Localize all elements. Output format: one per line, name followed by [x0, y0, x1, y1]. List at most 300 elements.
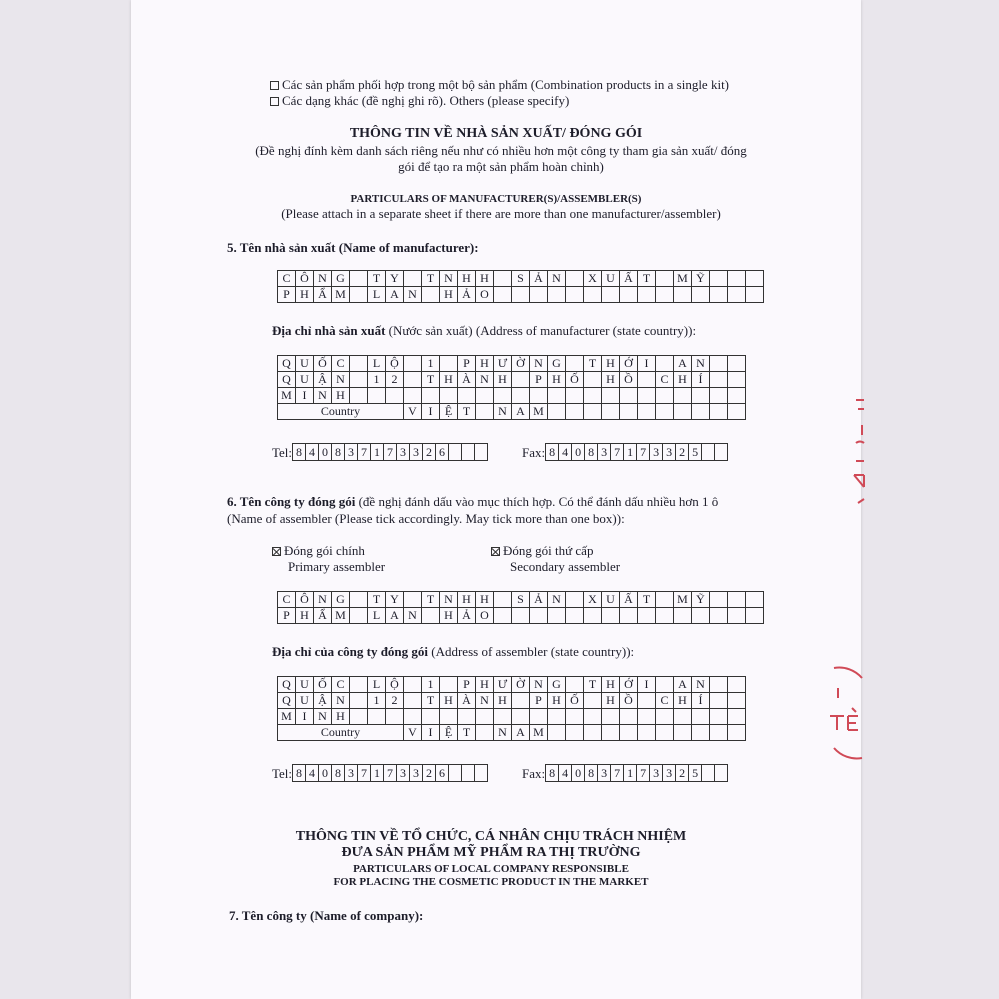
char-box[interactable]: C	[656, 693, 674, 709]
char-box[interactable]: H	[602, 677, 620, 693]
digit-box[interactable]: 7	[611, 765, 624, 781]
char-box[interactable]: T	[584, 677, 602, 693]
char-box[interactable]: U	[602, 271, 620, 287]
char-box[interactable]: Ả	[458, 608, 476, 624]
digit-box[interactable]	[462, 444, 475, 460]
char-box[interactable]: H	[332, 709, 350, 725]
char-box[interactable]: H	[548, 693, 566, 709]
char-box[interactable]: H	[440, 372, 458, 388]
char-box[interactable]: P	[530, 693, 548, 709]
char-box[interactable]: T	[368, 592, 386, 608]
char-box[interactable]: N	[476, 372, 494, 388]
char-box[interactable]	[476, 709, 494, 725]
char-box[interactable]	[728, 287, 746, 303]
char-box[interactable]	[710, 356, 728, 372]
digit-box[interactable]: 3	[397, 765, 410, 781]
char-box[interactable]	[440, 709, 458, 725]
char-box[interactable]: Ậ	[314, 372, 332, 388]
char-box[interactable]	[728, 608, 746, 624]
char-box[interactable]	[350, 608, 368, 624]
char-box[interactable]	[530, 608, 548, 624]
char-box[interactable]	[440, 388, 458, 404]
char-box[interactable]	[566, 677, 584, 693]
char-box[interactable]: S	[512, 271, 530, 287]
char-box[interactable]	[710, 725, 728, 741]
char-box[interactable]: A	[674, 356, 692, 372]
char-box[interactable]	[350, 592, 368, 608]
char-box[interactable]: H	[332, 388, 350, 404]
char-box[interactable]	[710, 404, 728, 420]
char-box[interactable]: H	[458, 271, 476, 287]
char-box[interactable]	[710, 372, 728, 388]
char-box[interactable]	[584, 287, 602, 303]
char-box[interactable]	[638, 388, 656, 404]
char-box[interactable]: H	[494, 693, 512, 709]
char-box[interactable]: Ô	[296, 592, 314, 608]
char-box[interactable]: H	[296, 608, 314, 624]
char-box[interactable]	[458, 709, 476, 725]
digit-box[interactable]: 3	[598, 444, 611, 460]
char-box[interactable]: P	[278, 608, 296, 624]
char-box[interactable]: N	[404, 608, 422, 624]
digit-box[interactable]: 8	[585, 444, 598, 460]
char-box[interactable]	[458, 388, 476, 404]
char-box[interactable]	[674, 388, 692, 404]
char-box[interactable]: N	[530, 356, 548, 372]
char-box[interactable]: U	[296, 372, 314, 388]
char-box[interactable]	[494, 608, 512, 624]
char-box[interactable]	[656, 709, 674, 725]
char-box[interactable]: 1	[368, 693, 386, 709]
char-box[interactable]	[386, 388, 404, 404]
char-box[interactable]	[440, 356, 458, 372]
char-box[interactable]	[674, 404, 692, 420]
char-box[interactable]	[638, 693, 656, 709]
char-box[interactable]	[566, 725, 584, 741]
char-box[interactable]: L	[368, 608, 386, 624]
char-box[interactable]: T	[458, 404, 476, 420]
char-box[interactable]: T	[584, 356, 602, 372]
char-box[interactable]	[422, 287, 440, 303]
char-box[interactable]	[638, 372, 656, 388]
char-box[interactable]: Ấ	[620, 271, 638, 287]
char-box[interactable]	[620, 608, 638, 624]
char-box[interactable]: T	[422, 372, 440, 388]
char-box[interactable]	[404, 693, 422, 709]
char-box[interactable]: P	[458, 677, 476, 693]
char-box[interactable]	[638, 404, 656, 420]
char-box[interactable]	[746, 271, 764, 287]
char-box[interactable]	[728, 709, 746, 725]
char-box[interactable]	[674, 287, 692, 303]
char-box[interactable]	[512, 693, 530, 709]
char-box[interactable]: Ộ	[386, 356, 404, 372]
digit-box[interactable]: 7	[637, 765, 650, 781]
char-box[interactable]: À	[458, 372, 476, 388]
char-box[interactable]: X	[584, 271, 602, 287]
char-box[interactable]: Í	[692, 372, 710, 388]
char-box[interactable]: N	[494, 725, 512, 741]
char-box[interactable]	[746, 608, 764, 624]
char-box[interactable]: V	[404, 404, 422, 420]
char-box[interactable]: N	[332, 372, 350, 388]
char-box[interactable]	[602, 608, 620, 624]
char-box[interactable]: Ư	[494, 677, 512, 693]
digit-box[interactable]: 3	[650, 444, 663, 460]
q5-address-grid[interactable]	[277, 355, 746, 420]
char-box[interactable]	[566, 287, 584, 303]
char-box[interactable]	[710, 693, 728, 709]
char-box[interactable]: N	[404, 287, 422, 303]
char-box[interactable]: 1	[368, 372, 386, 388]
char-box[interactable]: I	[638, 677, 656, 693]
char-box[interactable]	[692, 404, 710, 420]
char-box[interactable]	[638, 608, 656, 624]
secondary-assembler-checkbox[interactable]	[491, 547, 500, 556]
char-box[interactable]	[746, 592, 764, 608]
char-box[interactable]	[728, 388, 746, 404]
char-box[interactable]	[584, 693, 602, 709]
char-box[interactable]	[476, 404, 494, 420]
char-box[interactable]	[656, 677, 674, 693]
char-box[interactable]	[476, 388, 494, 404]
char-box[interactable]: G	[548, 356, 566, 372]
char-box[interactable]: À	[458, 693, 476, 709]
char-box[interactable]	[350, 356, 368, 372]
digit-box[interactable]: 7	[637, 444, 650, 460]
char-box[interactable]	[350, 693, 368, 709]
digit-box[interactable]: 8	[546, 444, 559, 460]
char-box[interactable]: T	[458, 725, 476, 741]
char-box[interactable]	[728, 356, 746, 372]
digit-box[interactable]: 8	[585, 765, 598, 781]
char-box[interactable]	[602, 287, 620, 303]
char-box[interactable]: N	[692, 356, 710, 372]
char-box[interactable]	[710, 592, 728, 608]
char-box[interactable]	[404, 372, 422, 388]
char-box[interactable]: Ả	[530, 592, 548, 608]
char-box[interactable]: M	[332, 608, 350, 624]
char-box[interactable]	[494, 287, 512, 303]
char-box[interactable]	[728, 372, 746, 388]
char-box[interactable]: Ộ	[386, 677, 404, 693]
char-box[interactable]	[728, 725, 746, 741]
digit-box[interactable]: 0	[572, 765, 585, 781]
char-box[interactable]: T	[638, 592, 656, 608]
char-box[interactable]: H	[440, 287, 458, 303]
char-box[interactable]: A	[512, 725, 530, 741]
char-box[interactable]	[728, 677, 746, 693]
digit-box[interactable]	[702, 444, 715, 460]
char-box[interactable]	[530, 287, 548, 303]
char-box[interactable]: I	[422, 404, 440, 420]
char-box[interactable]: M	[530, 725, 548, 741]
char-box[interactable]: T	[368, 271, 386, 287]
digit-box[interactable]: 8	[332, 765, 345, 781]
char-box[interactable]	[710, 271, 728, 287]
char-box[interactable]: L	[368, 677, 386, 693]
digit-box[interactable]: 8	[293, 765, 306, 781]
char-box[interactable]: P	[278, 287, 296, 303]
char-box[interactable]: Y	[386, 592, 404, 608]
char-box[interactable]: G	[332, 592, 350, 608]
char-box[interactable]	[728, 404, 746, 420]
char-box[interactable]: M	[530, 404, 548, 420]
char-box[interactable]: I	[296, 709, 314, 725]
char-box[interactable]: Ờ	[512, 677, 530, 693]
others-checkbox[interactable]	[270, 97, 279, 106]
char-box[interactable]: Ố	[566, 372, 584, 388]
char-box[interactable]: V	[404, 725, 422, 741]
char-box[interactable]: C	[278, 592, 296, 608]
char-box[interactable]	[512, 287, 530, 303]
char-box[interactable]	[566, 356, 584, 372]
char-box[interactable]: P	[530, 372, 548, 388]
digit-box[interactable]	[475, 765, 487, 781]
char-box[interactable]	[710, 677, 728, 693]
char-box[interactable]	[566, 608, 584, 624]
char-box[interactable]	[350, 677, 368, 693]
char-box[interactable]	[728, 271, 746, 287]
char-box[interactable]: Q	[278, 356, 296, 372]
char-box[interactable]: M	[674, 271, 692, 287]
char-box[interactable]	[548, 287, 566, 303]
char-box[interactable]: H	[674, 372, 692, 388]
char-box[interactable]: Ỹ	[692, 592, 710, 608]
char-box[interactable]: C	[332, 356, 350, 372]
char-box[interactable]: U	[296, 677, 314, 693]
char-box[interactable]	[620, 404, 638, 420]
digit-box[interactable]: 3	[345, 765, 358, 781]
char-box[interactable]: T	[638, 271, 656, 287]
char-box[interactable]: L	[368, 356, 386, 372]
char-box[interactable]	[350, 709, 368, 725]
char-box[interactable]	[674, 725, 692, 741]
char-box[interactable]: Ẩ	[314, 608, 332, 624]
char-box[interactable]	[602, 404, 620, 420]
char-box[interactable]: H	[602, 693, 620, 709]
q6-tel-boxes[interactable]	[292, 764, 488, 782]
digit-box[interactable]: 7	[358, 444, 371, 460]
char-box[interactable]	[530, 388, 548, 404]
char-box[interactable]	[674, 709, 692, 725]
char-box[interactable]: H	[476, 271, 494, 287]
char-box[interactable]	[692, 608, 710, 624]
char-box[interactable]	[656, 287, 674, 303]
digit-box[interactable]	[715, 444, 727, 460]
char-box[interactable]	[512, 388, 530, 404]
char-box[interactable]	[512, 709, 530, 725]
char-box[interactable]: N	[440, 592, 458, 608]
char-box[interactable]	[692, 287, 710, 303]
char-box[interactable]: G	[548, 677, 566, 693]
digit-box[interactable]: 2	[676, 765, 689, 781]
char-box[interactable]: Ố	[566, 693, 584, 709]
char-box[interactable]: A	[386, 287, 404, 303]
char-box[interactable]: N	[548, 271, 566, 287]
char-box[interactable]: Ẩ	[314, 287, 332, 303]
char-box[interactable]	[656, 404, 674, 420]
char-box[interactable]: 1	[422, 677, 440, 693]
digit-box[interactable]: 7	[611, 444, 624, 460]
char-box[interactable]: C	[278, 271, 296, 287]
char-box[interactable]	[620, 287, 638, 303]
char-box[interactable]	[710, 287, 728, 303]
char-box[interactable]	[710, 388, 728, 404]
char-box[interactable]	[692, 709, 710, 725]
digit-box[interactable]: 3	[345, 444, 358, 460]
char-box[interactable]: U	[296, 356, 314, 372]
char-box[interactable]: X	[584, 592, 602, 608]
digit-box[interactable]: 4	[559, 444, 572, 460]
char-box[interactable]: N	[314, 271, 332, 287]
digit-box[interactable]	[475, 444, 487, 460]
char-box[interactable]: Q	[278, 372, 296, 388]
char-box[interactable]	[548, 709, 566, 725]
char-box[interactable]: M	[674, 592, 692, 608]
char-box[interactable]	[404, 677, 422, 693]
char-box[interactable]: H	[476, 592, 494, 608]
char-box[interactable]: Ố	[314, 677, 332, 693]
char-box[interactable]: G	[332, 271, 350, 287]
digit-box[interactable]	[462, 765, 475, 781]
char-box[interactable]: N	[314, 388, 332, 404]
char-box[interactable]: M	[278, 709, 296, 725]
char-box[interactable]	[692, 725, 710, 741]
char-box[interactable]	[494, 592, 512, 608]
char-box[interactable]: H	[476, 677, 494, 693]
char-box[interactable]: N	[530, 677, 548, 693]
char-box[interactable]	[404, 271, 422, 287]
char-box[interactable]	[404, 388, 422, 404]
char-box[interactable]	[656, 725, 674, 741]
char-box[interactable]	[476, 725, 494, 741]
char-box[interactable]	[584, 404, 602, 420]
char-box[interactable]: N	[692, 677, 710, 693]
char-box[interactable]: Ồ	[620, 372, 638, 388]
char-box[interactable]	[404, 592, 422, 608]
char-box[interactable]	[548, 404, 566, 420]
char-box[interactable]	[566, 709, 584, 725]
q6-address-grid[interactable]	[277, 676, 746, 741]
char-box[interactable]: Q	[278, 677, 296, 693]
digit-box[interactable]: 6	[436, 444, 449, 460]
char-box[interactable]: N	[314, 709, 332, 725]
char-box[interactable]	[656, 271, 674, 287]
char-box[interactable]	[386, 709, 404, 725]
digit-box[interactable]: 0	[319, 444, 332, 460]
char-box[interactable]	[584, 372, 602, 388]
char-box[interactable]: Ệ	[440, 404, 458, 420]
char-box[interactable]: Ả	[530, 271, 548, 287]
char-box[interactable]: H	[602, 356, 620, 372]
char-box[interactable]: Ư	[494, 356, 512, 372]
char-box[interactable]: I	[296, 388, 314, 404]
char-box[interactable]: H	[440, 608, 458, 624]
char-box[interactable]: Ả	[458, 287, 476, 303]
digit-box[interactable]	[449, 444, 462, 460]
digit-box[interactable]: 3	[410, 444, 423, 460]
char-box[interactable]: Ớ	[620, 356, 638, 372]
char-box[interactable]	[512, 608, 530, 624]
char-box[interactable]: H	[602, 372, 620, 388]
char-box[interactable]	[746, 287, 764, 303]
char-box[interactable]	[656, 608, 674, 624]
digit-box[interactable]: 1	[624, 444, 637, 460]
char-box[interactable]	[566, 404, 584, 420]
digit-box[interactable]: 8	[332, 444, 345, 460]
char-box[interactable]: Ô	[296, 271, 314, 287]
digit-box[interactable]: 3	[650, 765, 663, 781]
char-box[interactable]: N	[332, 693, 350, 709]
char-box[interactable]	[530, 709, 548, 725]
digit-box[interactable]: 8	[546, 765, 559, 781]
char-box[interactable]	[638, 725, 656, 741]
primary-assembler-checkbox[interactable]	[272, 547, 281, 556]
char-box[interactable]	[566, 592, 584, 608]
char-box[interactable]	[422, 388, 440, 404]
char-box[interactable]	[566, 271, 584, 287]
char-box[interactable]: Ố	[314, 356, 332, 372]
digit-box[interactable]: 5	[689, 444, 702, 460]
char-box[interactable]	[368, 709, 386, 725]
char-box[interactable]: U	[296, 693, 314, 709]
char-box[interactable]	[548, 608, 566, 624]
char-box[interactable]: C	[332, 677, 350, 693]
char-box[interactable]: M	[332, 287, 350, 303]
char-box[interactable]	[602, 725, 620, 741]
char-box[interactable]: M	[278, 388, 296, 404]
q5-name-grid[interactable]	[277, 270, 764, 303]
digit-box[interactable]: 7	[384, 444, 397, 460]
char-box[interactable]: O	[476, 608, 494, 624]
char-box[interactable]	[584, 725, 602, 741]
char-box[interactable]: L	[368, 287, 386, 303]
digit-box[interactable]: 3	[410, 765, 423, 781]
char-box[interactable]: 1	[422, 356, 440, 372]
char-box[interactable]: H	[440, 693, 458, 709]
q6-fax-boxes[interactable]	[545, 764, 728, 782]
digit-box[interactable]	[449, 765, 462, 781]
digit-box[interactable]: 4	[559, 765, 572, 781]
char-box[interactable]: N	[314, 592, 332, 608]
char-box[interactable]	[620, 709, 638, 725]
digit-box[interactable]: 1	[371, 444, 384, 460]
char-box[interactable]: A	[674, 677, 692, 693]
char-box[interactable]	[350, 287, 368, 303]
char-box[interactable]	[404, 709, 422, 725]
char-box[interactable]	[656, 356, 674, 372]
char-box[interactable]: H	[458, 592, 476, 608]
char-box[interactable]	[728, 693, 746, 709]
digit-box[interactable]	[715, 765, 727, 781]
q5-fax-boxes[interactable]	[545, 443, 728, 461]
digit-box[interactable]: 6	[436, 765, 449, 781]
digit-box[interactable]: 4	[306, 765, 319, 781]
char-box[interactable]: H	[296, 287, 314, 303]
char-box[interactable]	[422, 709, 440, 725]
char-box[interactable]	[494, 388, 512, 404]
char-box[interactable]: N	[548, 592, 566, 608]
char-box[interactable]: P	[458, 356, 476, 372]
char-box[interactable]: H	[476, 356, 494, 372]
char-box[interactable]: Ấ	[620, 592, 638, 608]
char-box[interactable]: H	[548, 372, 566, 388]
char-box[interactable]: 2	[386, 693, 404, 709]
digit-box[interactable]: 5	[689, 765, 702, 781]
char-box[interactable]: Ậ	[314, 693, 332, 709]
char-box[interactable]	[584, 388, 602, 404]
